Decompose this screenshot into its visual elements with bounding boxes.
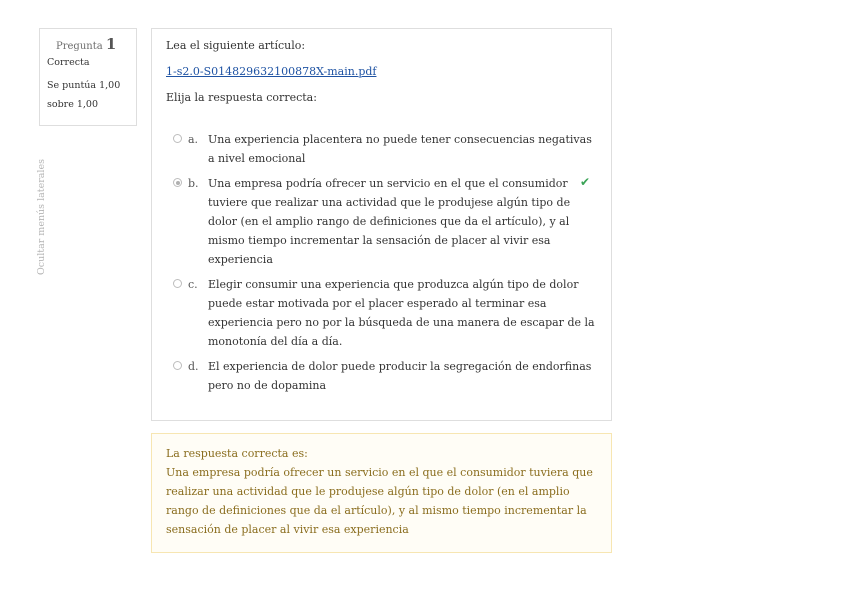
answer-letter: d. [188,360,199,373]
question-grade [47,76,129,114]
answer-option-d[interactable] [166,357,597,395]
correct-answer-feedback [151,433,612,553]
answer-text: El experiencia de dolor puede producir la segregación de endorfinas pero no de dopamina [208,360,592,392]
answer-letter: c. [188,278,198,291]
question-formulation [151,28,612,421]
attachment-link[interactable]: 1-s2.0-S014829632100878X-main.pdf [166,65,377,78]
answer-letter: b. [188,177,199,190]
question-number-value: 1 [105,35,117,53]
radio-d[interactable] [173,361,182,370]
question-intro: Lea el siguiente artículo: [166,39,306,52]
answer-option-b[interactable] [166,174,597,269]
question-state: Correcta [47,57,90,68]
radio-a[interactable] [173,134,182,143]
answer-option-c[interactable] [166,275,597,351]
question-word: Pregunta [56,41,103,52]
answer-text: Una experiencia placentera no puede tener consecuencias negativas a nivel emocional [208,133,592,165]
answer-text: Elegir consumir una experiencia que produzca algún tipo de dolor puede estar motivada por el placer esperado al terminar esa experiencia pero no por la búsqueda de una manera de escapar de la monotonía del día a día. [208,278,595,348]
question-prompt: Elija la respuesta correcta: [166,91,317,104]
grade-line-1: Se puntúa 1,00 [47,80,121,91]
answer-list [166,130,597,395]
question-info-panel [39,28,137,126]
check-icon: ✔ [580,175,591,189]
answer-option-a[interactable] [166,130,597,168]
feedback-text: Una empresa podría ofrecer un servicio en el que el consumidor tuviera que realizar una actividad que le produjese algún tipo de dolor (en el amplio rango de definiciones que da el artículo), y al mismo tiempo incrementar la sensación de placer al vivir esa experiencia [166,466,593,536]
feedback-heading: La respuesta correcta es: [166,447,308,460]
question-number [56,35,129,53]
answer-letter: a. [188,133,199,146]
hide-side-menus-toggle[interactable]: Ocultar menús laterales [36,159,47,275]
radio-b[interactable] [173,178,182,187]
radio-c[interactable] [173,279,182,288]
answer-text: Una empresa podría ofrecer un servicio en el que el consumidor tuviere que realizar una actividad que le produjese algún tipo de dolor (en el amplio rango de definiciones que da el artículo), y al mismo tiempo incrementar la sensación de placer al vivir esa experiencia [208,177,571,266]
grade-line-2: sobre 1,00 [47,99,99,110]
